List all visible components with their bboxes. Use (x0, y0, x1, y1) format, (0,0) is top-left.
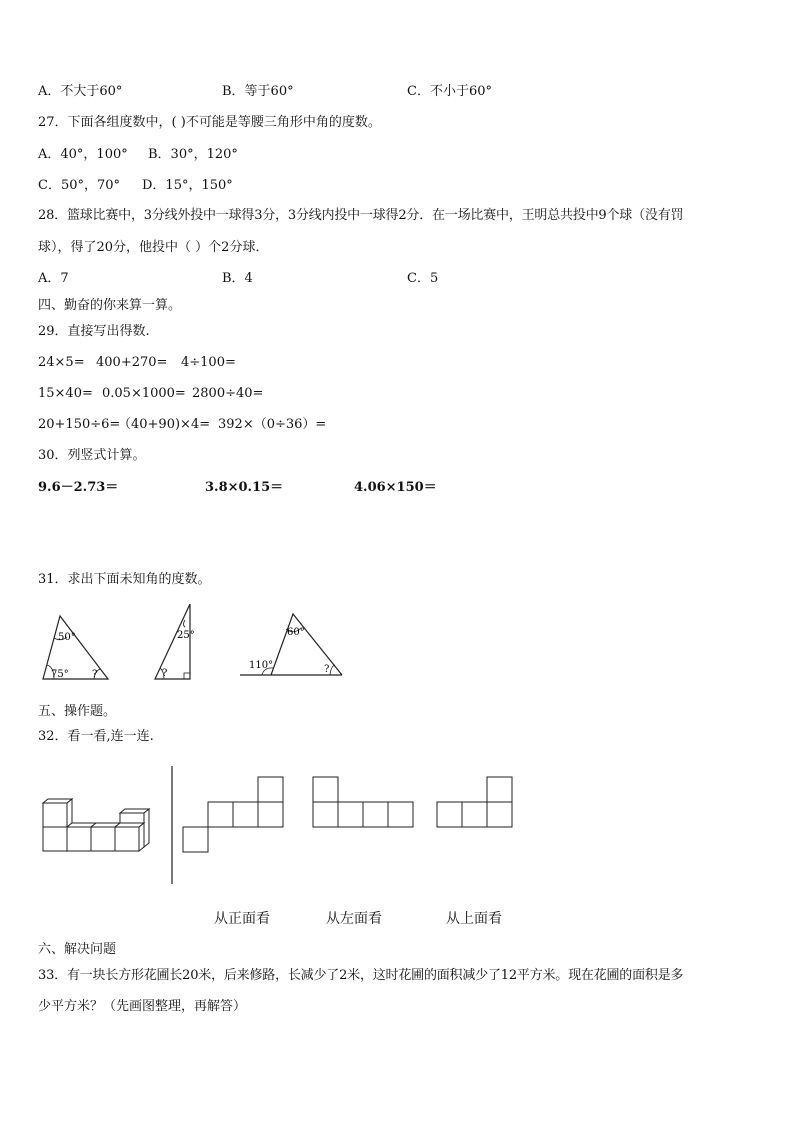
q29-item: 4÷100= (181, 355, 236, 370)
q31-stem: 31．求出下面未知角的度数。 (38, 572, 211, 587)
q27-option-d: D．15°，150° (142, 178, 233, 193)
q26-option-a: A．不大于60° (38, 84, 123, 99)
view-label-top: 从上面看 (446, 911, 502, 927)
q30-item: 3.8×0.15＝ (205, 480, 284, 495)
q27-option-b: B．30°，120° (148, 147, 238, 162)
section-5-heading: 五、操作题。 (38, 704, 117, 719)
q29-item: 0.05×1000= (102, 386, 186, 401)
triangle-3 (240, 614, 342, 675)
q26-option-c: C．不小于60° (407, 84, 492, 99)
tri2-unknown-label: ? (162, 668, 168, 679)
q27-stem: 27．下面各组度数中，( )不可能是等腰三角形中角的度数。 (38, 115, 381, 130)
view-shape-3 (437, 777, 512, 827)
tri3-angle-top-label: 60° (287, 627, 305, 638)
q30-item: 9.6－2.73＝ (38, 480, 119, 495)
view-label-front: 从正面看 (214, 911, 270, 927)
q29-item: 392×（0÷36）= (218, 417, 327, 432)
q28-stem-line2: 球），得了20分，他投中（ ）个2分球． (38, 240, 269, 255)
q27-option-c: C．50°，70° (38, 178, 121, 193)
tri2-angle-top-label: 25° (177, 630, 195, 641)
q29-stem: 29．直接写出得数. (38, 324, 150, 339)
q30-stem: 30．列竖式计算。 (38, 448, 146, 463)
q29-item: （40+90)×4= (118, 417, 211, 432)
cube-solid-drawing (43, 799, 149, 851)
tri1-angle-left-label: 75° (51, 669, 69, 680)
q29-item: 20+150÷6= (38, 417, 121, 432)
triangle-2 (155, 604, 195, 679)
q29-item: 400+270= (96, 355, 168, 370)
q33-line2: 少平方米？（先画图整理，再解答） (38, 999, 247, 1014)
section-6-heading: 六、解决问题 (38, 942, 117, 957)
q26-option-b: B．等于60° (222, 84, 294, 99)
q29-item: 24×5= (38, 355, 85, 370)
tri1-angle-top-label: 50° (58, 632, 76, 643)
q32-views-figure (0, 760, 540, 890)
q28-stem-line1: 28．篮球比赛中，3分线外投中一球得3分，3分线内投中一球得2分．在一场比赛中，王明总共投中9个球（没有罚 (38, 208, 684, 223)
q33-line1: 33．有一块长方形花圃长20米，后来修路，长减少了2米，这时花圃的面积减少了12平方米。现在花圃的面积是多 (38, 968, 684, 983)
view-shape-1 (183, 777, 283, 852)
view-label-left: 从左面看 (326, 911, 382, 927)
q29-item: 15×40= (38, 386, 93, 401)
q28-option-c: C．5 (407, 271, 439, 286)
triangle-1 (43, 616, 108, 680)
q29-item: 2800÷40= (192, 386, 264, 401)
section-4-heading: 四、勤奋的你来算一算。 (38, 298, 182, 313)
q32-stem: 32．看一看,连一连. (38, 729, 154, 744)
q28-option-b: B．4 (222, 271, 253, 286)
tri3-exterior-angle-label: 110° (249, 660, 274, 671)
q30-item: 4.06×150＝ (354, 480, 437, 495)
tri1-unknown-label: ? (92, 669, 98, 680)
q31-triangles-figure (0, 595, 360, 690)
q27-option-a: A．40°，100° (38, 147, 128, 162)
tri3-unknown-label: ? (324, 664, 330, 675)
q28-option-a: A．7 (38, 271, 69, 286)
view-shape-2 (313, 777, 413, 827)
